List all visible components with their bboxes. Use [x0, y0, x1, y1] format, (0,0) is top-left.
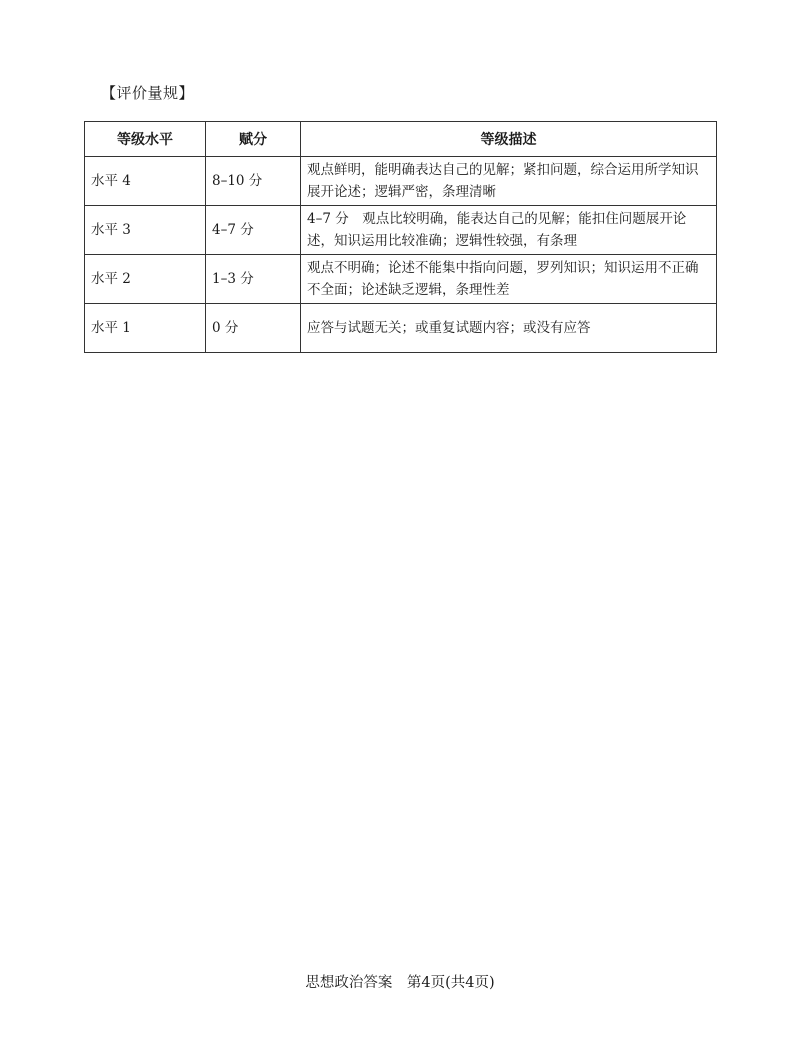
- header-level: 等级水平: [85, 122, 206, 157]
- page-footer: 思想政治答案 第4页(共4页): [305, 975, 495, 991]
- level-cell: 水平 1: [85, 304, 206, 353]
- header-score: 赋分: [206, 122, 301, 157]
- description-cell: 应答与试题无关；或重复试题内容；或没有应答: [301, 304, 717, 353]
- description-cell: 观点鲜明，能明确表达自己的见解；紧扣问题，综合运用所学知识展开论述；逻辑严密，条理清晰: [301, 157, 717, 206]
- evaluation-rubric-table: [84, 121, 717, 353]
- score-cell: 4–7 分: [206, 206, 301, 255]
- level-cell: 水平 2: [85, 255, 206, 304]
- header-description: 等级描述: [301, 122, 717, 157]
- score-cell: 1–3 分: [206, 255, 301, 304]
- score-cell: 8–10 分: [206, 157, 301, 206]
- table-row: [85, 157, 717, 206]
- table-header-row: [85, 122, 717, 157]
- description-cell: 4–7 分 观点比较明确，能表达自己的见解；能扣住问题展开论述，知识运用比较准确；逻辑性较强，有条理: [301, 206, 717, 255]
- level-cell: 水平 3: [85, 206, 206, 255]
- table-row: [85, 206, 717, 255]
- description-cell: 观点不明确；论述不能集中指向问题，罗列知识；知识运用不正确不全面；论述缺乏逻辑，条理性差: [301, 255, 717, 304]
- level-cell: 水平 4: [85, 157, 206, 206]
- section-title: 【评价量规】: [101, 84, 195, 102]
- table-row: [85, 304, 717, 353]
- table-row: [85, 255, 717, 304]
- score-cell: 0 分: [206, 304, 301, 353]
